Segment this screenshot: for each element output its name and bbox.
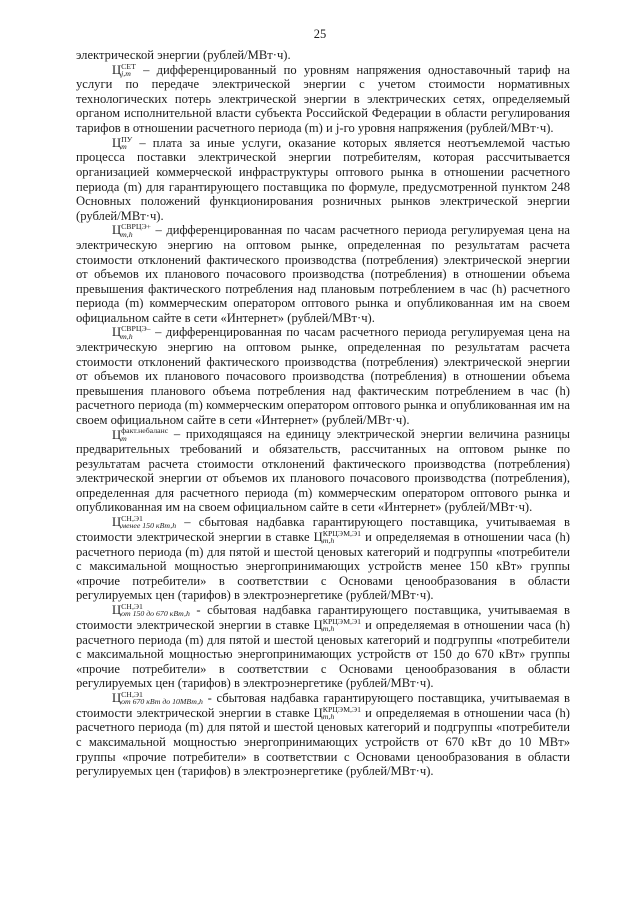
paragraph-8 [76,691,570,779]
formula-symbol-inline: Ц КРЦЭМ,Э1 m,h [313,616,361,634]
paragraph-text: - сбытовая надбавка гарантирующего поставщика, учитываемая в стоимости электрической энергии в ставке [76,690,570,720]
paragraph-text: и определяемая в отношении часа (h) расчетного периода (m) для пятой и шестой ценовых категорий и подгруппы «потребители с максимальной мощностью энергопринимающих устройств от 670 кВт до 10 МВт» группы «прочие потребители» в соответствии с Основами ценообразования в области регулируемых цен (тарифов) в электроэнергетике (рублей/МВт·ч). [76,705,570,779]
formula-symbol-inline: Ц КРЦЭМ,Э1 m,h [313,704,361,721]
paragraph-3 [76,223,570,325]
page-number: 25 [313,27,327,41]
paragraph-text: – дифференцированная по часам расчетного периода регулируемая цена на электрическую энергию на оптовом рынке, определенная по результатам расчета стоимости отклонений фактического производства (потребления) электрической энергии от объемов их планового почасового производства (потребления) в отношении объема превышения планового объема потребления над фактическим потреблением в час (h) расчетного периода (m) коммерческим оператором оптового рынка и опубликованная им на своем официальном сайте в сети «Интернет» (рублей/МВт·ч). [76,325,570,427]
formula-symbol: Ц СВРЦЭ– m,h [112,324,151,341]
formula-symbol: Ц ПУ m [112,134,133,151]
paragraph-4 [76,325,570,427]
paragraph-2 [76,136,570,224]
formula-symbol: Ц СВРЦЭ+ m,h [112,222,152,239]
formula-symbol: Ц факт.небаланс m [112,426,169,443]
paragraph-5 [76,427,570,515]
formula-symbol: Ц СЕТ j,m [112,61,136,78]
paragraph-text: – приходящаяся на единицу электрической энергии величина разницы предварительных требований и обязательств, рассчитанных на оптовом рынке по результатам расчета стоимости отклонений фактического производства (потребления) электрической энергии от объемов их планового почасового производства (потребления), определенная для расчетного периода (m) коммерческим оператором оптового рынка и опубликованная им на своем официальном сайте в сети «Интернет» (рублей/МВт·ч). [76,427,570,515]
paragraph-1 [76,63,570,136]
document-body [76,48,570,779]
formula-symbol: Ц СН,Э1 от 150 до 670 кВт,h [112,601,190,619]
paragraph-text: – плата за иные услуги, оказание которых является неотъемлемой частью процесса поставки электрической энергии потребителям, которая рассчитывается организацией коммерческой инфраструктуры оптового рынка в отношении расчетного периода (m) для гарантирующего поставщика по формуле, предусмотренной пунктом 248 Основных положений функционирования розничных рынков электрической энергии (рублей/МВт·ч). [76,135,570,223]
paragraph-6 [76,515,570,603]
formula-symbol-inline: Ц КРЦЭМ,Э1 m,h [313,528,361,546]
formula-symbol: Ц СН,Э1 от 670 кВт до 10МВт,h [112,689,203,707]
paragraph-text: - сбытовая надбавка гарантирующего поставщика, учитываемая в стоимости электрической энергии в ставке [76,602,570,632]
paragraph-text: электрической энергии (рублей/МВт·ч). [76,48,291,62]
paragraph-text: и определяемая в отношении часа (h) расчетного периода (m) для пятой и шестой ценовых категорий и подгруппы «потребители с максимальной мощностью энергопринимающих устройств от 150 до 670 кВт» группы «прочие потребители» в соответствии с Основами ценообразования в области регулируемых цен (тарифов) в электроэнергетике (рублей/МВт·ч). [76,617,570,691]
paragraph-text: – сбытовая надбавка гарантирующего поставщика, учитываемая в стоимости электрической энергии в ставке [76,515,570,544]
paragraph-text: и определяемая в отношении часа (h) расчетного периода (m) для пятой и шестой ценовых категорий и подгруппы «потребители с максимальной мощностью энергопринимающих устройств менее 150 кВт» группы «прочие потребители» в соответствии с Основами ценообразования в области регулируемых цен (тарифов) в электроэнергетике (рублей/МВт·ч). [76,529,570,603]
paragraph-0 [76,48,570,63]
paragraph-text: – дифференцированный по уровням напряжения одноставочный тариф на услуги по передаче электрической энергии с учетом стоимости нормативных технологических потерь электрической энергии в электрических сетях, определяемый органом исполнительной власти субъекта Российской Федерации в области регулирования тарифов в отношении расчетного периода (m) и j-го уровня напряжения (рублей/МВт·ч). [76,62,570,136]
paragraph-7 [76,603,570,691]
paragraph-text: – дифференцированная по часам расчетного периода регулируемая цена на электрическую энергию на оптовом рынке, определенная по результатам расчета стоимости отклонений фактического производства (потребления) электрической энергии от объемов их планового почасового производства (потребления) в отношении объема превышения фактического потребления над плановым потреблением в час (h) расчетного периода (m) коммерческим оператором оптового рынка и опубликованная им на своем официальном сайте в сети «Интернет» (рублей/МВт·ч). [76,223,570,325]
formula-symbol: Ц СН,Э1 менее 150 кВт,h [112,513,177,531]
